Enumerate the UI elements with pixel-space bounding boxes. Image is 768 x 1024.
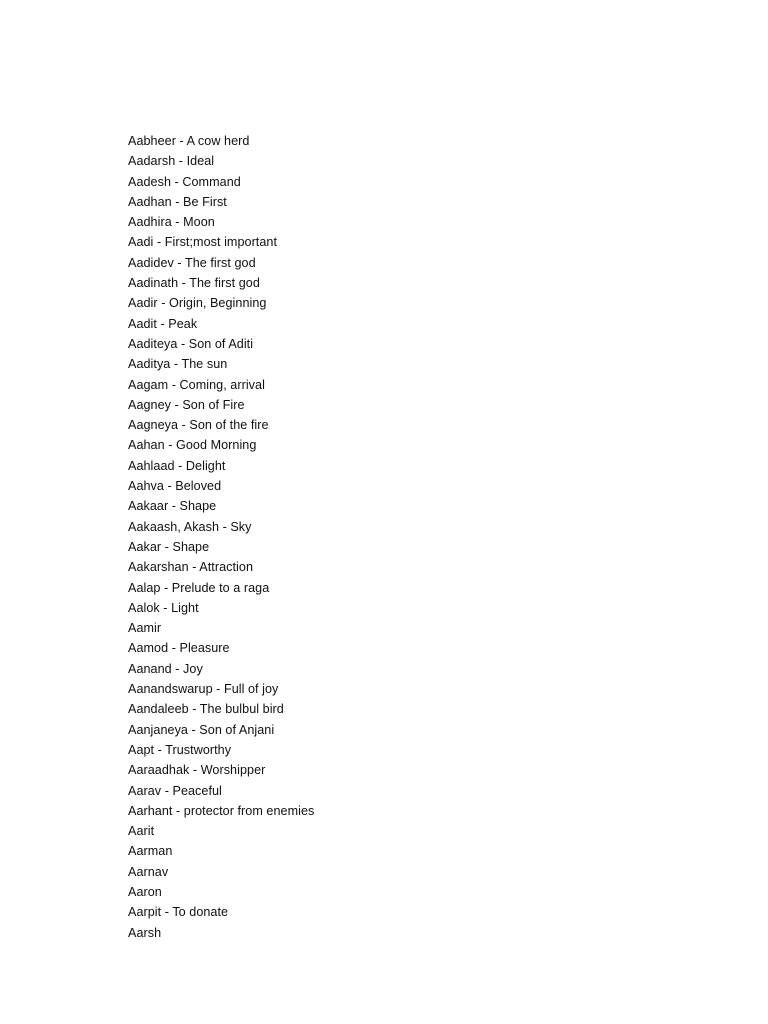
list-item: Aadhan - Be First — [128, 194, 227, 209]
list-item: Aahlaad - Delight — [128, 458, 226, 473]
list-item: Aahva - Beloved — [128, 479, 222, 494]
list-item: Aakaar - Shape — [128, 499, 217, 514]
list-item: Aadinath - The first god — [128, 276, 260, 291]
list-item: Aadi - First;most important — [128, 235, 278, 250]
list-item: Aanand - Joy — [128, 661, 203, 676]
list-item: Aakaash, Akash - Sky — [128, 519, 252, 534]
list-item: Aadidev - The first god — [128, 255, 256, 270]
list-item: Aaditeya - Son of Aditi — [128, 336, 254, 351]
list-item: Aahan - Good Morning — [128, 438, 257, 453]
list-item: Aadhira - Moon — [128, 215, 215, 230]
list-item: Aamir — [128, 621, 162, 636]
list-item: Aadir - Origin, Beginning — [128, 296, 267, 311]
list-item: Aabheer - A cow herd — [128, 134, 250, 148]
list-item: Aaron — [128, 884, 162, 899]
list-item: Aadit - Peak — [128, 316, 198, 331]
list-item: Aarit — [128, 824, 155, 839]
list-item: Aarman — [128, 844, 173, 859]
list-item: Aapt - Trustworthy — [128, 742, 232, 757]
list-item: Aarsh — [128, 925, 162, 940]
list-item: Aagneya - Son of the fire — [128, 418, 269, 433]
list-item: Aagam - Coming, arrival — [128, 377, 265, 392]
list-item: Aalok - Light — [128, 600, 199, 615]
list-item: Aarav - Peaceful — [128, 783, 222, 798]
list-item: Aakarshan - Attraction — [128, 560, 254, 575]
list-item: Aamod - Pleasure — [128, 641, 230, 656]
name-meaning-list — [128, 131, 314, 943]
list-item: Aalap - Prelude to a raga — [128, 580, 270, 595]
list-item: Aarpit - To donate — [128, 905, 229, 920]
list-item: Aanjaneya - Son of Anjani — [128, 722, 275, 737]
list-item: Aadarsh - Ideal — [128, 154, 215, 169]
list-item: Aagney - Son of Fire — [128, 397, 245, 412]
list-item: Aandaleeb - The bulbul bird — [128, 702, 284, 717]
list-item: Aarnav — [128, 864, 169, 879]
list-item: Aanandswarup - Full of joy — [128, 682, 279, 697]
list-item: Aakar - Shape — [128, 539, 210, 554]
list-item: Aaditya - The sun — [128, 357, 228, 372]
list-item: Aadesh - Command — [128, 174, 241, 189]
list-item: Aaraadhak - Worshipper — [128, 763, 266, 778]
list-item: Aarhant - protector from enemies — [128, 803, 315, 818]
